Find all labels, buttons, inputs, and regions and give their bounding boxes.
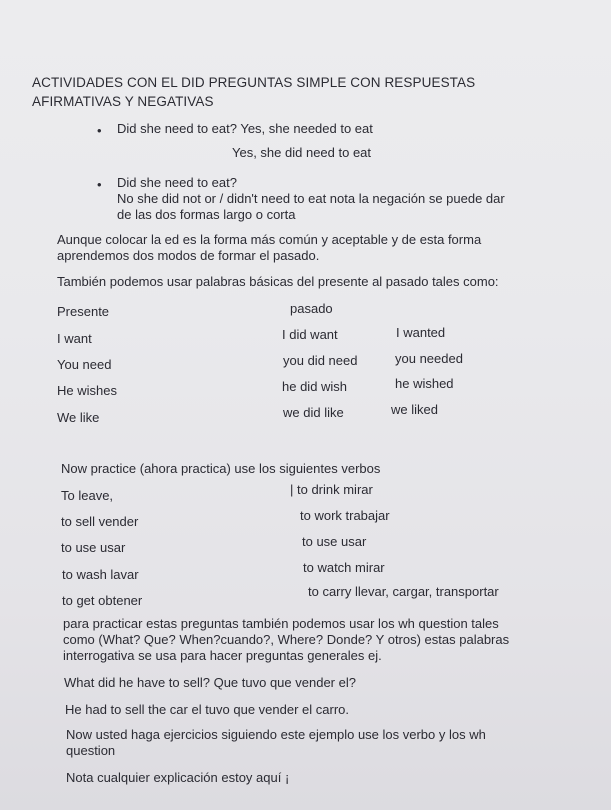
wh-paragraph-line-3: interrogativa se usa para hacer preguntas generales ej.: [63, 648, 382, 663]
header-pasado: pasado: [290, 301, 333, 316]
verb-presente: You need: [57, 357, 112, 372]
verb-did-form: you did need: [283, 353, 358, 368]
verb-did-form: we did like: [283, 405, 344, 420]
bullet-marker: •: [97, 123, 102, 138]
verb-did-form: he did wish: [282, 379, 348, 394]
title-line-1: ACTIVIDADES CON EL DID PREGUNTAS SIMPLE CON RESPUESTAS: [32, 75, 476, 90]
practice-verb-left: to wash lavar: [62, 567, 139, 582]
title-line-2: AFIRMATIVAS Y NEGATIVAS: [32, 94, 214, 109]
practice-verb-right: to carry llevar, cargar, transportar: [308, 584, 499, 599]
practice-verb-right: to watch mirar: [303, 560, 385, 575]
wh-paragraph-line-1: para practicar estas preguntas también podemos usar los wh question tales: [63, 616, 499, 631]
practice-verb-right: to work trabajar: [300, 508, 390, 523]
verb-presente: I want: [57, 331, 92, 346]
practice-verb-left: To leave,: [61, 488, 114, 503]
bullet-1-line-2: Yes, she did need to eat: [232, 145, 372, 160]
bullet-1-line-1: Did she need to eat? Yes, she needed to eat: [117, 121, 373, 136]
exercise-line-2: question: [66, 743, 116, 758]
wh-paragraph-line-2: como (What? Que? When?cuando?, Where? Donde? Y otros) estas palabras: [63, 632, 510, 647]
bullet-2-line-1: Did she need to eat?: [117, 175, 237, 190]
practice-verb-right: to use usar: [302, 534, 367, 549]
practice-intro: Now practice (ahora practica) use los siguientes verbos: [61, 461, 381, 476]
bullet-2-line-3: de las dos formas largo o corta: [117, 207, 296, 222]
bullet-2-line-2: No she did not or / didn't need to eat nota la negación se puede dar: [117, 191, 505, 206]
verb-ed-form: I wanted: [396, 325, 446, 340]
bullet-marker: •: [97, 177, 102, 192]
exercise-line-1: Now usted haga ejercicios siguiendo este ejemplo use los verbo y los wh: [66, 727, 486, 742]
practice-verb-left: to get obtener: [62, 593, 143, 608]
example-question: What did he have to sell? Que tuvo que vender el?: [64, 675, 356, 690]
practice-verb-left: to sell vender: [61, 514, 139, 529]
verb-did-form: I did want: [282, 327, 338, 342]
note: Nota cualquier explicación estoy aquí ¡: [66, 770, 290, 785]
paragraph-1-line-2: aprendemos dos modos de formar el pasado.: [57, 248, 320, 263]
practice-verb-right: | to drink mirar: [290, 482, 373, 497]
header-presente: Presente: [57, 304, 110, 319]
paragraph-2: También podemos usar palabras básicas del presente al pasado tales como:: [57, 274, 499, 289]
verb-ed-form: he wished: [395, 376, 454, 391]
verb-ed-form: you needed: [395, 351, 463, 366]
verb-presente: We like: [57, 410, 100, 425]
paragraph-1-line-1: Aunque colocar la ed es la forma más común y aceptable y de esta forma: [57, 232, 482, 247]
verb-presente: He wishes: [57, 383, 117, 398]
practice-verb-left: to use usar: [61, 540, 126, 555]
verb-ed-form: we liked: [391, 402, 438, 417]
example-answer: He had to sell the car el tuvo que vender el carro.: [65, 702, 349, 717]
